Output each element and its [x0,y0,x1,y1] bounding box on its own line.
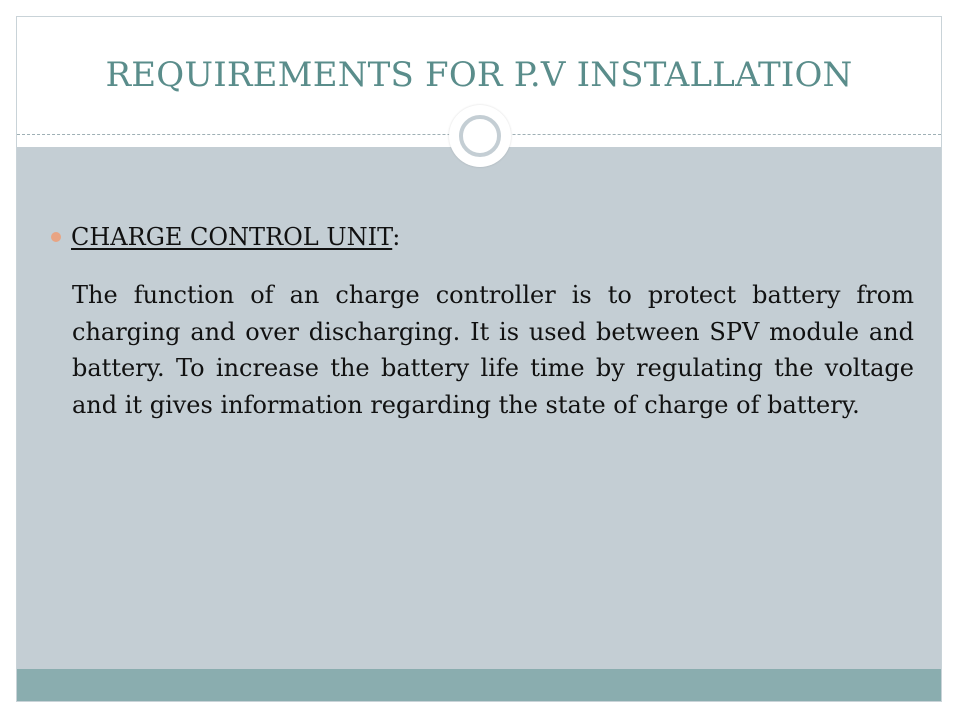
bullet-heading-suffix: : [392,223,401,251]
bullet-heading-text: CHARGE CONTROL UNIT [71,223,393,251]
bullet-body: The function of an charge controller is to protect battery from charging and over discharging. It is used between SPV module and battery. To increase the battery life time by regulating the voltage and it gives information regarding the state of charge of battery. [72,281,914,419]
slide-title: REQUIREMENTS FOR P.V INSTALLATION [105,55,853,95]
bullet-item [51,223,400,251]
bullet-heading [71,223,400,251]
footer-bar [17,669,941,701]
circle-ornament-icon [449,105,511,167]
circle-ornament-inner [459,115,501,157]
content-area [17,147,941,671]
slide [16,16,942,702]
bullet-icon [51,232,61,242]
